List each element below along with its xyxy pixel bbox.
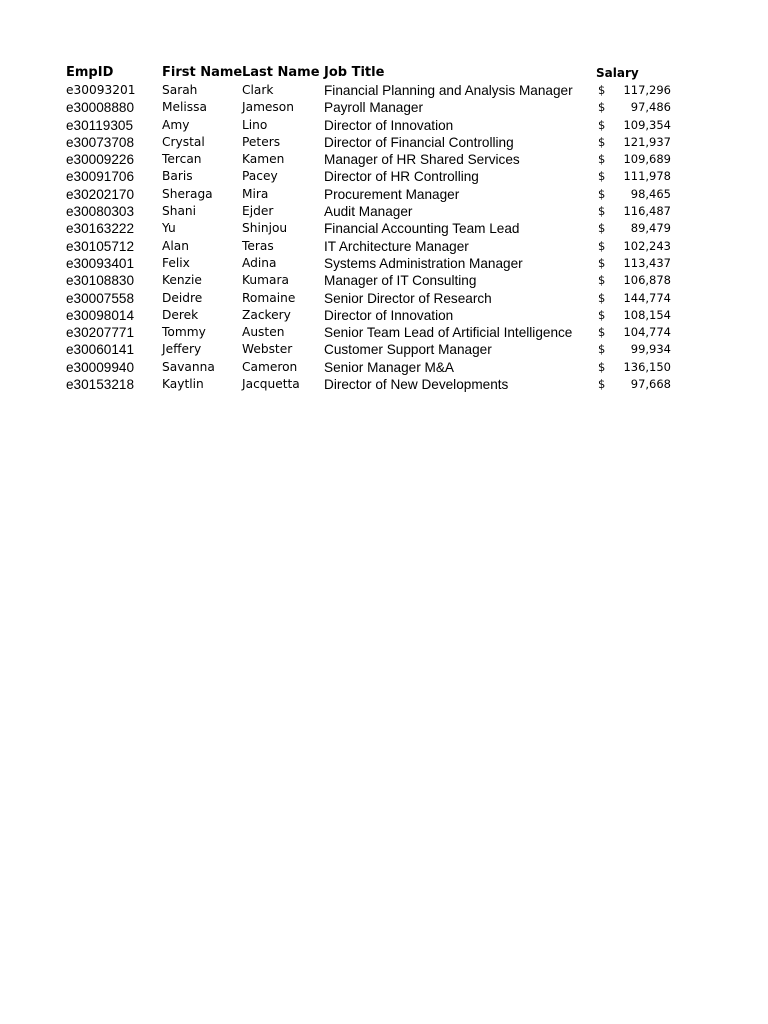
cell-job-title: IT Architecture Manager [324, 238, 469, 254]
cell-job-title: Director of Innovation [324, 117, 454, 133]
cell-empid: e30008880 [66, 100, 135, 116]
cell-currency-symbol: $ [598, 342, 606, 357]
cell-currency-symbol: $ [598, 290, 606, 305]
cell-last-name: Pacey [242, 169, 278, 184]
cell-empid: e30009940 [66, 359, 135, 375]
cell-empid: e30207771 [66, 325, 135, 341]
header-first-name: First Name [162, 65, 243, 80]
table-row [66, 134, 686, 151]
table-row [66, 359, 686, 376]
header-salary: Salary [596, 66, 639, 80]
cell-salary: 116,487 [623, 204, 671, 219]
cell-currency-symbol: $ [598, 186, 606, 201]
cell-first-name: Deidre [162, 290, 203, 305]
cell-salary: 97,668 [630, 377, 671, 392]
cell-job-title: Financial Accounting Team Lead [324, 221, 520, 237]
cell-salary: 102,243 [623, 238, 671, 253]
table-row [66, 376, 686, 393]
table-row [66, 151, 686, 168]
cell-currency-symbol: $ [598, 152, 606, 167]
cell-empid: e30153218 [66, 377, 135, 393]
cell-last-name: Romaine [242, 290, 296, 305]
cell-empid: e30098014 [66, 307, 135, 323]
cell-empid: e30091706 [66, 169, 135, 185]
cell-empid: e30060141 [66, 342, 135, 358]
cell-currency-symbol: $ [598, 204, 606, 219]
cell-last-name: Jacquetta [242, 377, 300, 392]
cell-last-name: Clark [242, 83, 274, 97]
cell-first-name: Amy [162, 117, 190, 132]
cell-currency-symbol: $ [598, 307, 606, 322]
cell-job-title: Director of HR Controlling [324, 169, 479, 185]
cell-first-name: Kenzie [162, 273, 202, 288]
cell-currency-symbol: $ [598, 238, 606, 253]
cell-salary: 117,296 [623, 83, 671, 97]
table-row [66, 168, 686, 185]
cell-currency-symbol: $ [598, 134, 606, 149]
cell-first-name: Tercan [162, 152, 202, 167]
cell-currency-symbol: $ [598, 221, 606, 236]
cell-currency-symbol: $ [598, 100, 606, 115]
cell-last-name: Peters [242, 134, 281, 149]
table-row [66, 324, 686, 341]
cell-last-name: Kumara [242, 273, 289, 288]
cell-empid: e30163222 [66, 221, 135, 237]
cell-first-name: Crystal [162, 134, 205, 149]
cell-salary: 111,978 [623, 169, 671, 184]
header-last-name: Last Name [242, 65, 320, 80]
cell-currency-symbol: $ [598, 255, 606, 270]
table-row [66, 117, 686, 134]
cell-job-title: Director of New Developments [324, 377, 509, 393]
cell-salary: 104,774 [623, 325, 671, 340]
cell-first-name: Shani [162, 204, 197, 219]
cell-last-name: Adina [242, 255, 277, 270]
employee-table [66, 64, 686, 393]
table-row [66, 99, 686, 116]
cell-salary: 97,486 [630, 100, 671, 115]
cell-currency-symbol: $ [598, 325, 606, 340]
cell-last-name: Lino [242, 117, 268, 132]
cell-empid: e30093401 [66, 255, 135, 271]
cell-job-title: Senior Manager M&A [324, 359, 454, 375]
cell-salary: 99,934 [630, 342, 671, 357]
cell-first-name: Sheraga [162, 186, 213, 201]
table-row [66, 272, 686, 289]
cell-last-name: Teras [242, 238, 274, 253]
cell-empid: e30108830 [66, 273, 135, 289]
cell-last-name: Ejder [242, 204, 274, 219]
cell-last-name: Kamen [242, 152, 285, 167]
cell-first-name: Sarah [162, 83, 198, 97]
cell-job-title: Financial Planning and Analysis Manager [324, 83, 573, 98]
cell-first-name: Melissa [162, 100, 207, 115]
cell-job-title: Director of Innovation [324, 307, 454, 323]
cell-job-title: Manager of IT Consulting [324, 273, 477, 289]
cell-empid: e30007558 [66, 290, 135, 306]
cell-last-name: Mira [242, 186, 269, 201]
cell-currency-symbol: $ [598, 83, 606, 97]
cell-first-name: Baris [162, 169, 193, 184]
table-header-row [66, 64, 686, 82]
table-row [66, 220, 686, 237]
table-row [66, 186, 686, 203]
cell-job-title: Procurement Manager [324, 186, 460, 202]
cell-salary: 113,437 [623, 255, 671, 270]
cell-empid: e30009226 [66, 152, 135, 168]
cell-salary: 89,479 [630, 221, 671, 236]
cell-first-name: Savanna [162, 359, 215, 374]
cell-last-name: Cameron [242, 359, 298, 374]
cell-salary: 109,689 [623, 152, 671, 167]
cell-first-name: Derek [162, 307, 199, 322]
cell-last-name: Jameson [242, 100, 294, 115]
table-row [66, 238, 686, 255]
cell-currency-symbol: $ [598, 273, 606, 288]
cell-first-name: Yu [162, 221, 176, 236]
cell-job-title: Systems Administration Manager [324, 255, 523, 271]
cell-salary: 108,154 [623, 307, 671, 322]
cell-empid: e30202170 [66, 186, 135, 202]
table-row [66, 82, 686, 99]
cell-salary: 106,878 [623, 273, 671, 288]
cell-salary: 144,774 [623, 290, 671, 305]
cell-last-name: Shinjou [242, 221, 288, 236]
cell-salary: 109,354 [623, 117, 671, 132]
cell-empid: e30105712 [66, 238, 135, 254]
table-row [66, 341, 686, 358]
cell-first-name: Tommy [162, 325, 206, 340]
cell-job-title: Manager of HR Shared Services [324, 152, 520, 168]
header-job-title: Job Title [324, 65, 385, 80]
cell-empid: e30073708 [66, 134, 135, 150]
cell-empid: e30119305 [66, 117, 134, 133]
cell-job-title: Senior Team Lead of Artificial Intelligence [324, 325, 573, 341]
table-row [66, 255, 686, 272]
cell-job-title: Payroll Manager [324, 100, 423, 116]
cell-first-name: Alan [162, 238, 189, 253]
cell-currency-symbol: $ [598, 117, 606, 132]
cell-last-name: Austen [242, 325, 285, 340]
cell-currency-symbol: $ [598, 359, 606, 374]
cell-job-title: Audit Manager [324, 204, 413, 220]
cell-currency-symbol: $ [598, 169, 606, 184]
cell-last-name: Webster [242, 342, 293, 357]
cell-salary: 136,150 [623, 359, 671, 374]
table-row [66, 290, 686, 307]
cell-job-title: Director of Financial Controlling [324, 134, 514, 150]
cell-salary: 121,937 [623, 134, 671, 149]
table-row [66, 203, 686, 220]
cell-first-name: Kaytlin [162, 377, 204, 392]
cell-first-name: Jeffery [162, 342, 202, 357]
table-body [66, 82, 686, 393]
cell-first-name: Felix [162, 255, 190, 270]
cell-empid: e30093201 [66, 83, 136, 97]
cell-job-title: Senior Director of Research [324, 290, 492, 306]
cell-currency-symbol: $ [598, 377, 606, 392]
cell-last-name: Zackery [242, 307, 291, 322]
cell-job-title: Customer Support Manager [324, 342, 492, 358]
header-empid: EmpID [66, 65, 114, 80]
cell-salary: 98,465 [630, 186, 671, 201]
cell-empid: e30080303 [66, 204, 135, 220]
table-row [66, 307, 686, 324]
